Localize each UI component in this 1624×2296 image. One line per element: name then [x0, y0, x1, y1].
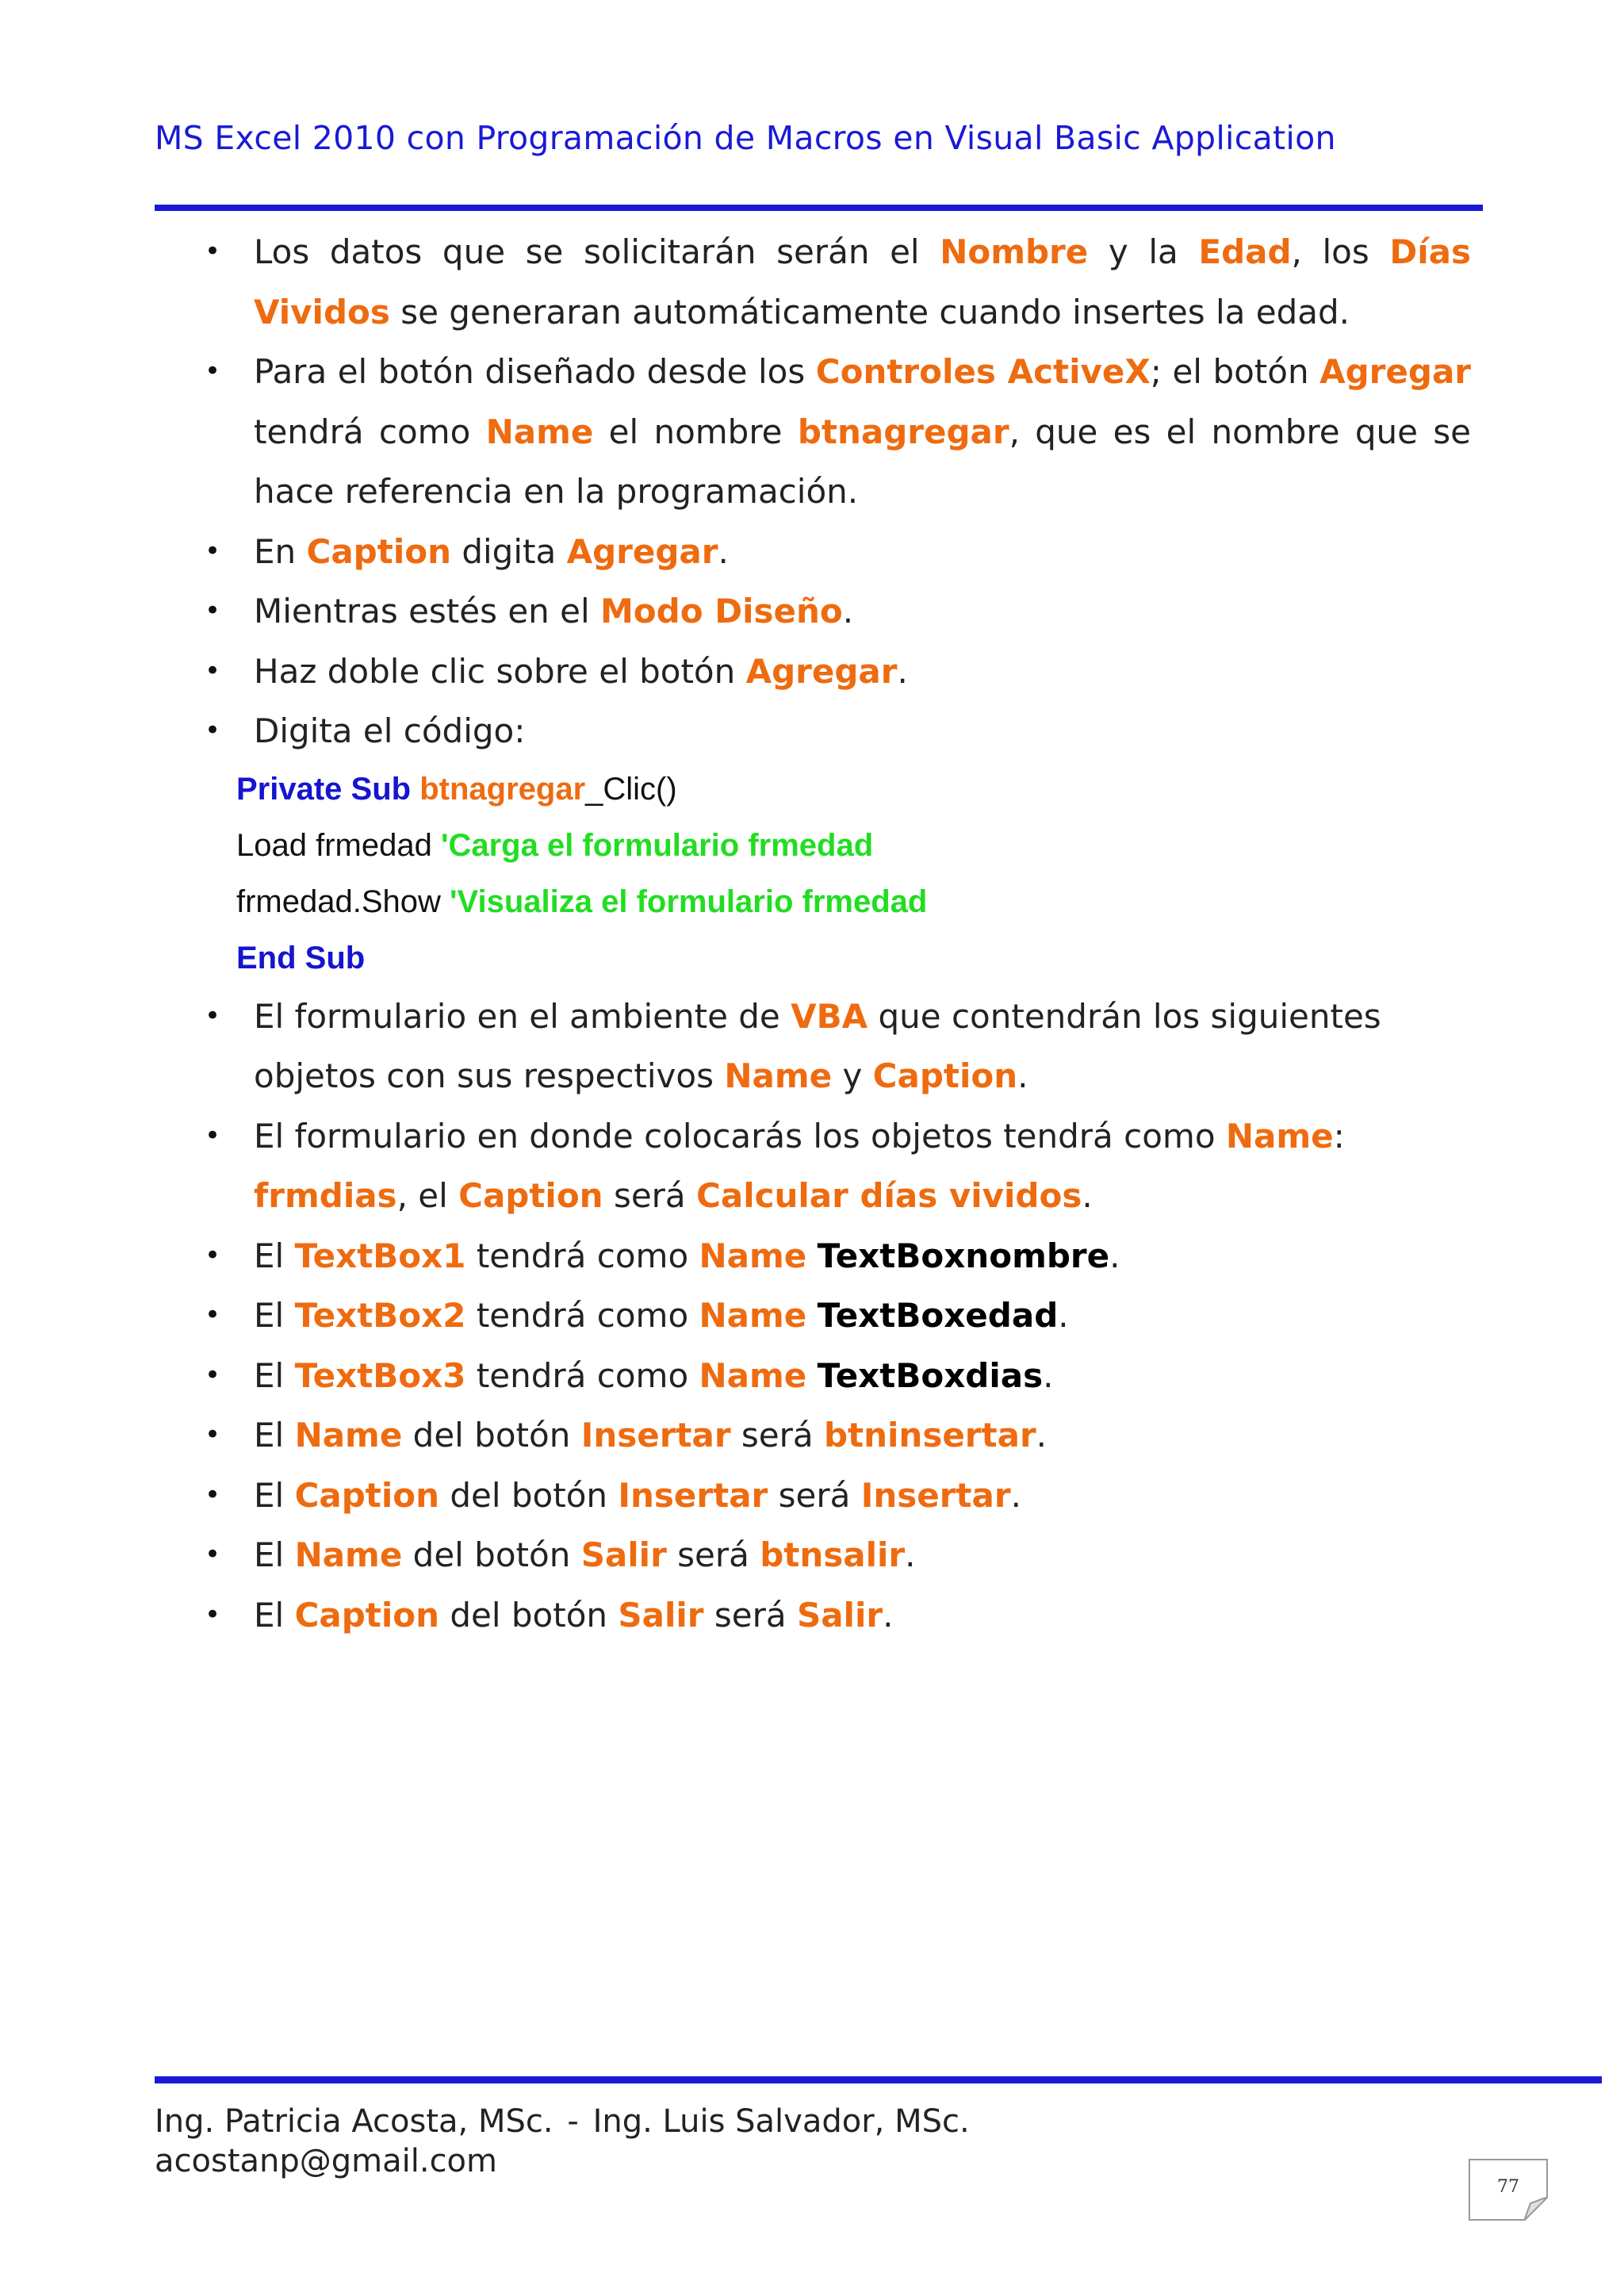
code-line — [236, 930, 1471, 987]
code-keyword: End Sub — [236, 940, 366, 976]
footer-separator: - — [567, 2103, 579, 2140]
list-item — [198, 1466, 1471, 1526]
page-header-title: MS Excel 2010 con Programación de Macros en Visual Basic Application — [155, 119, 1336, 157]
code-text: frmedad.Show — [236, 884, 450, 919]
highlight: Días Vividos — [254, 232, 1471, 332]
highlight: Salir — [618, 1595, 704, 1635]
highlight: Name — [294, 1416, 403, 1455]
highlight: Name — [699, 1355, 807, 1395]
code-comment: 'Visualiza el formulario frmedad — [450, 884, 928, 919]
text: será — [666, 1535, 760, 1574]
text: digita — [450, 531, 567, 571]
list-item — [198, 1525, 1471, 1585]
bullet-list-1 — [198, 222, 1471, 761]
highlight: Caption — [294, 1595, 440, 1635]
text: será — [730, 1416, 824, 1455]
text: . — [842, 592, 854, 631]
bold-value: TextBoxedad — [817, 1296, 1059, 1335]
code-line — [236, 818, 1471, 874]
highlight: Agregar — [1320, 352, 1471, 391]
highlight: Name — [699, 1296, 807, 1335]
text: . — [883, 1595, 894, 1635]
text: . — [1017, 1056, 1028, 1095]
page-footer — [155, 2102, 970, 2181]
code-object-name: btnagregar — [419, 771, 586, 807]
highlight: VBA — [791, 996, 868, 1036]
text: tendrá como — [254, 412, 486, 451]
text: El — [254, 1475, 295, 1515]
text: del botón — [402, 1416, 581, 1455]
code-keyword: Private Sub — [236, 771, 420, 807]
page-number: 77 — [1497, 2177, 1519, 2197]
code-comment: 'Carga el formulario frmedad — [440, 827, 874, 863]
text: . — [1043, 1355, 1054, 1395]
text: . — [1036, 1416, 1048, 1455]
text: tendrá como — [465, 1236, 699, 1275]
highlight: Insertar — [860, 1475, 1011, 1515]
highlight: Edad — [1198, 232, 1292, 271]
text — [806, 1236, 817, 1275]
highlight: Insertar — [580, 1416, 731, 1455]
highlight: Name — [724, 1056, 833, 1095]
list-item — [198, 987, 1471, 1106]
text: el nombre — [593, 412, 798, 451]
code-line — [236, 874, 1471, 930]
text: . — [718, 531, 729, 571]
code-text: Load frmedad — [236, 827, 441, 863]
text: Para el botón diseñado desde los — [254, 352, 816, 391]
highlight: Name — [1225, 1116, 1334, 1156]
footer-author-1: Ing. Patricia Acosta, MSc. — [155, 2103, 553, 2140]
highlight: Name — [294, 1535, 403, 1574]
text: El — [254, 1296, 295, 1335]
text: del botón — [439, 1595, 619, 1635]
text: : — [1333, 1116, 1345, 1156]
highlight: btnsalir — [760, 1535, 906, 1574]
text: . — [1058, 1296, 1069, 1335]
list-item — [198, 642, 1471, 702]
highlight: Insertar — [618, 1475, 768, 1515]
list-item — [198, 1405, 1471, 1466]
code-block — [198, 761, 1471, 987]
bold-value: TextBoxnombre — [817, 1236, 1110, 1275]
highlight: Name — [699, 1236, 807, 1275]
text: del botón — [439, 1475, 619, 1515]
highlight: Agregar — [566, 531, 718, 571]
text: El formulario en donde colocarás los objetos tendrá como — [254, 1116, 1226, 1156]
text: El — [254, 1355, 295, 1395]
highlight: Nombre — [940, 232, 1089, 271]
highlight: Name — [485, 412, 594, 451]
text: . — [1109, 1236, 1120, 1275]
highlight: Caption — [872, 1056, 1018, 1095]
bullet-list-2 — [198, 987, 1471, 1646]
text: . — [1010, 1475, 1021, 1515]
footer-divider — [155, 2076, 1602, 2083]
highlight: Salir — [796, 1595, 883, 1635]
list-item — [198, 1346, 1471, 1406]
code-line — [236, 761, 1471, 818]
text: será — [768, 1475, 861, 1515]
text: tendrá como — [465, 1355, 699, 1395]
list-item — [198, 1286, 1471, 1346]
text: Mientras estés en el — [254, 592, 601, 631]
highlight: Salir — [580, 1535, 667, 1574]
highlight: Controles ActiveX — [815, 352, 1151, 391]
list-item — [198, 1226, 1471, 1286]
highlight: Modo Diseño — [600, 592, 843, 631]
text: , el — [396, 1176, 459, 1215]
highlight: Agregar — [745, 651, 898, 691]
text: , que es el nombre que se hace referencia en la programación. — [254, 412, 1471, 511]
highlight: frmdias — [254, 1176, 397, 1215]
list-item — [198, 581, 1471, 642]
text: El — [254, 1595, 295, 1635]
list-item — [198, 342, 1471, 522]
footer-author-2: Ing. Luis Salvador, MSc. — [592, 2103, 970, 2140]
text — [806, 1356, 817, 1395]
text: . — [905, 1535, 916, 1574]
code-text: _Clic() — [585, 771, 677, 807]
text: se generaran automáticamente cuando insertes la edad. — [389, 292, 1350, 332]
header-divider — [155, 205, 1483, 211]
highlight: Caption — [294, 1475, 440, 1515]
text: En — [254, 531, 307, 571]
bold-value: TextBoxdias — [817, 1355, 1044, 1395]
list-item — [198, 1585, 1471, 1646]
text: que contendrán los siguientes objetos con sus respectivos — [254, 996, 1381, 1095]
text: y la — [1088, 232, 1199, 271]
text: del botón — [402, 1535, 581, 1574]
text: Los datos que se solicitarán serán el — [254, 232, 940, 271]
text: Digita el código: — [254, 711, 526, 750]
text — [806, 1296, 817, 1335]
text: y — [832, 1056, 873, 1095]
page-number-box — [1469, 2159, 1548, 2221]
text: . — [897, 651, 908, 691]
text: será — [703, 1595, 797, 1635]
footer-authors — [155, 2102, 970, 2141]
list-item — [198, 701, 1471, 761]
highlight: btninsertar — [823, 1416, 1036, 1455]
page-body — [198, 222, 1471, 1645]
text: El formulario en el ambiente de — [254, 996, 791, 1036]
text: . — [1082, 1176, 1093, 1215]
footer-email: acostanp@gmail.com — [155, 2143, 497, 2179]
highlight: btnagregar — [797, 412, 1009, 451]
list-item — [198, 522, 1471, 582]
text: El — [254, 1535, 295, 1574]
text: tendrá como — [465, 1296, 699, 1335]
highlight: TextBox2 — [294, 1296, 466, 1335]
text: , los — [1291, 232, 1390, 271]
list-item — [198, 1106, 1471, 1226]
page-curl-icon — [1524, 2197, 1548, 2221]
highlight: Caption — [458, 1176, 603, 1215]
highlight: TextBox3 — [294, 1355, 466, 1395]
text: ; el botón — [1150, 352, 1320, 391]
list-item — [198, 222, 1471, 342]
highlight: Caption — [306, 531, 451, 571]
text: Haz doble clic sobre el botón — [254, 651, 746, 691]
text: El — [254, 1236, 295, 1275]
text: El — [254, 1416, 295, 1455]
text: será — [603, 1176, 697, 1215]
highlight: TextBox1 — [294, 1236, 466, 1275]
highlight: Calcular días vividos — [696, 1176, 1082, 1215]
